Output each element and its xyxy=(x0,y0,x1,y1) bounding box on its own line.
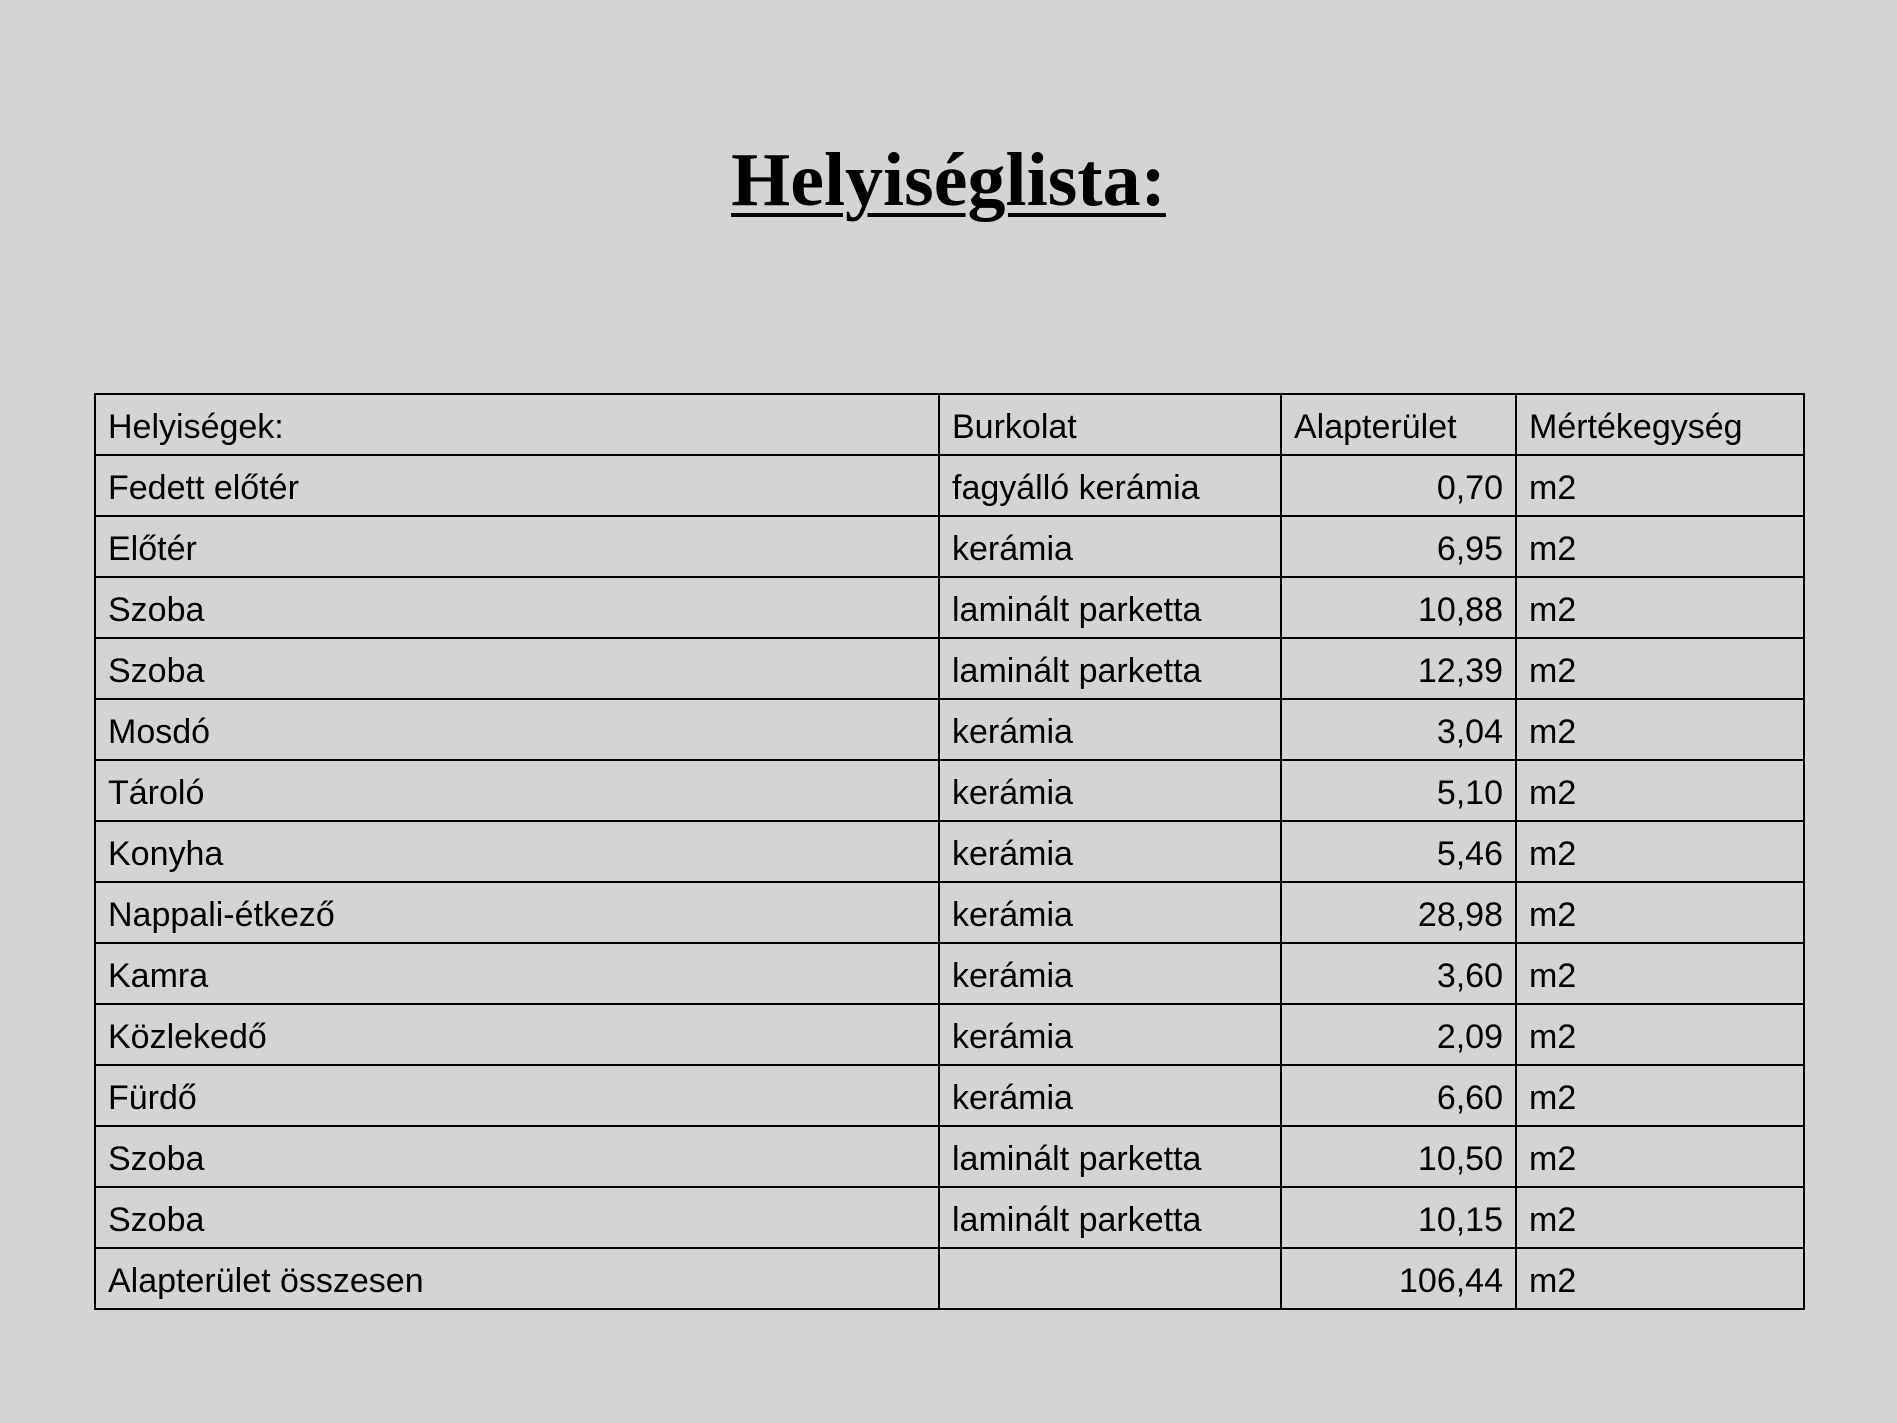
table-row xyxy=(95,882,1804,943)
covering-cell: kerámia xyxy=(939,943,1281,1004)
area-cell: 6,60 xyxy=(1281,1065,1516,1126)
room-name-cell: Szoba xyxy=(95,638,939,699)
table-row xyxy=(95,1065,1804,1126)
unit-cell: m2 xyxy=(1516,882,1804,943)
area-cell: 2,09 xyxy=(1281,1004,1516,1065)
table-row xyxy=(95,638,1804,699)
room-name-cell: Szoba xyxy=(95,1187,939,1248)
header-room: Helyiségek: xyxy=(95,394,939,455)
table-header-row xyxy=(95,394,1804,455)
total-unit-cell: m2 xyxy=(1516,1248,1804,1309)
room-name-cell: Fedett előtér xyxy=(95,455,939,516)
table-row xyxy=(95,699,1804,760)
covering-cell: kerámia xyxy=(939,699,1281,760)
unit-cell: m2 xyxy=(1516,455,1804,516)
unit-cell: m2 xyxy=(1516,760,1804,821)
room-name-cell: Szoba xyxy=(95,577,939,638)
covering-cell: kerámia xyxy=(939,1065,1281,1126)
covering-cell: laminált parketta xyxy=(939,577,1281,638)
covering-cell: laminált parketta xyxy=(939,638,1281,699)
table-row xyxy=(95,455,1804,516)
page-title xyxy=(0,132,1897,228)
covering-cell: kerámia xyxy=(939,760,1281,821)
total-covering-cell xyxy=(939,1248,1281,1309)
room-name-cell: Konyha xyxy=(95,821,939,882)
unit-cell: m2 xyxy=(1516,516,1804,577)
unit-cell: m2 xyxy=(1516,1126,1804,1187)
room-name-cell: Mosdó xyxy=(95,699,939,760)
area-cell: 3,60 xyxy=(1281,943,1516,1004)
total-label-cell: Alapterület összesen xyxy=(95,1248,939,1309)
total-area-cell: 106,44 xyxy=(1281,1248,1516,1309)
area-cell: 10,50 xyxy=(1281,1126,1516,1187)
page-title-text: Helyiséglista: xyxy=(731,138,1166,222)
table-row xyxy=(95,760,1804,821)
covering-cell: laminált parketta xyxy=(939,1126,1281,1187)
unit-cell: m2 xyxy=(1516,1065,1804,1126)
table-row xyxy=(95,1126,1804,1187)
covering-cell: kerámia xyxy=(939,516,1281,577)
room-name-cell: Fürdő xyxy=(95,1065,939,1126)
area-cell: 5,10 xyxy=(1281,760,1516,821)
covering-cell: kerámia xyxy=(939,882,1281,943)
unit-cell: m2 xyxy=(1516,638,1804,699)
area-cell: 28,98 xyxy=(1281,882,1516,943)
unit-cell: m2 xyxy=(1516,699,1804,760)
room-name-cell: Kamra xyxy=(95,943,939,1004)
room-name-cell: Szoba xyxy=(95,1126,939,1187)
table-row xyxy=(95,943,1804,1004)
area-cell: 12,39 xyxy=(1281,638,1516,699)
header-unit: Mértékegység xyxy=(1516,394,1804,455)
area-cell: 3,04 xyxy=(1281,699,1516,760)
covering-cell: fagyálló kerámia xyxy=(939,455,1281,516)
area-cell: 0,70 xyxy=(1281,455,1516,516)
area-cell: 10,88 xyxy=(1281,577,1516,638)
table-row xyxy=(95,516,1804,577)
unit-cell: m2 xyxy=(1516,577,1804,638)
table-row xyxy=(95,821,1804,882)
unit-cell: m2 xyxy=(1516,821,1804,882)
table-row xyxy=(95,577,1804,638)
covering-cell: kerámia xyxy=(939,1004,1281,1065)
room-name-cell: Nappali-étkező xyxy=(95,882,939,943)
header-area: Alapterület xyxy=(1281,394,1516,455)
table-row xyxy=(95,1004,1804,1065)
area-cell: 10,15 xyxy=(1281,1187,1516,1248)
header-covering: Burkolat xyxy=(939,394,1281,455)
covering-cell: laminált parketta xyxy=(939,1187,1281,1248)
room-list-table xyxy=(94,393,1805,1310)
unit-cell: m2 xyxy=(1516,1004,1804,1065)
area-cell: 6,95 xyxy=(1281,516,1516,577)
room-name-cell: Közlekedő xyxy=(95,1004,939,1065)
table-total-row xyxy=(95,1248,1804,1309)
room-name-cell: Tároló xyxy=(95,760,939,821)
unit-cell: m2 xyxy=(1516,1187,1804,1248)
area-cell: 5,46 xyxy=(1281,821,1516,882)
unit-cell: m2 xyxy=(1516,943,1804,1004)
covering-cell: kerámia xyxy=(939,821,1281,882)
table-row xyxy=(95,1187,1804,1248)
room-name-cell: Előtér xyxy=(95,516,939,577)
